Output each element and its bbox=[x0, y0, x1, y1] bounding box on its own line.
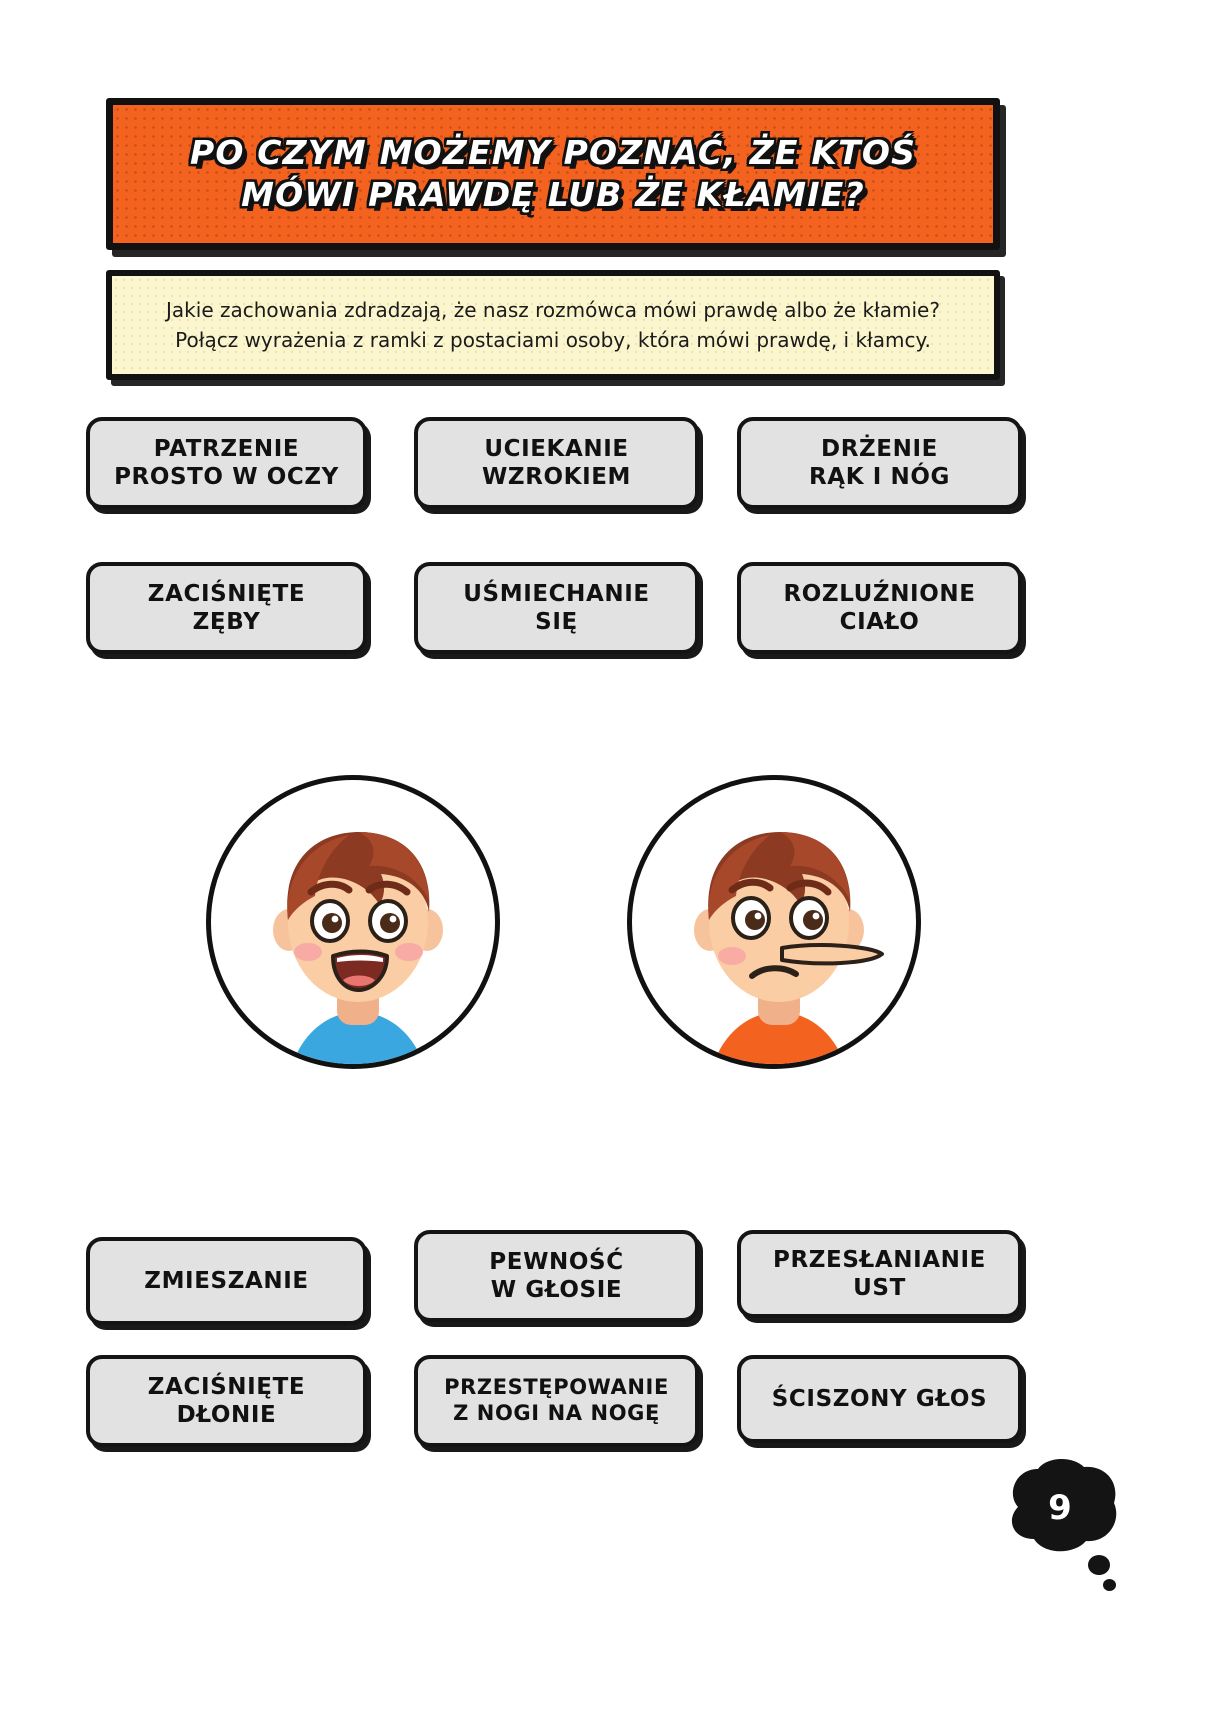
smiling-boy-face-icon bbox=[211, 780, 500, 1069]
face-truth-teller[interactable] bbox=[206, 775, 500, 1069]
chip-line-2: W GŁOSIE bbox=[490, 1277, 623, 1303]
chip-line-2: RĄK I NÓG bbox=[809, 464, 950, 490]
chip-line-2: PROSTO W OCZY bbox=[114, 464, 339, 490]
page-title bbox=[172, 132, 934, 216]
instruction-line-2: Połącz wyrażenia z ramki z postaciami osoby, która mówi prawdę, i kłamcy. bbox=[175, 328, 931, 352]
page-title-line-2: MÓWI PRAWDĘ LUB ŻE KŁAMIE? bbox=[241, 175, 865, 214]
chip-line-2: CIAŁO bbox=[839, 609, 920, 635]
face-liar[interactable] bbox=[627, 775, 921, 1069]
chip-line-1: PRZESŁANIANIE bbox=[772, 1246, 986, 1273]
chip-drzenie-rak-i-nog[interactable] bbox=[737, 417, 1022, 509]
chip-line-2: DŁONIE bbox=[176, 1402, 277, 1428]
page-title-line-1: PO CZYM MOŻEMY POZNAĆ, ŻE KTOŚ bbox=[189, 132, 917, 172]
page-title-banner bbox=[106, 98, 1000, 250]
chip-line-1: ŚCISZONY GŁOS bbox=[771, 1385, 988, 1412]
chip-line-1: ZACIŚNIĘTE bbox=[147, 1373, 306, 1400]
bubble-dot-small bbox=[1103, 1579, 1116, 1591]
chip-pewnosc-w-glosie[interactable] bbox=[414, 1230, 699, 1322]
chip-zacisniete-zeby[interactable] bbox=[86, 562, 367, 654]
chip-line-1: PEWNOŚĆ bbox=[489, 1248, 624, 1275]
chip-line-2: Z NOGI NA NOGĘ bbox=[453, 1401, 660, 1425]
chip-line-1: ZMIESZANIE bbox=[144, 1267, 309, 1294]
chip-line-2: WZROKIEM bbox=[481, 464, 632, 490]
instruction-box bbox=[106, 270, 1000, 380]
instruction-line-1: Jakie zachowania zdradzają, że nasz rozmówca mówi prawdę albo że kłamie? bbox=[166, 298, 940, 322]
chip-usmiechanie-sie[interactable] bbox=[414, 562, 699, 654]
chip-sciszony-glos[interactable] bbox=[737, 1355, 1022, 1443]
chip-line-1: UŚMIECHANIE bbox=[463, 580, 650, 607]
chip-line-2: SIĘ bbox=[535, 609, 578, 635]
chip-zmieszanie[interactable] bbox=[86, 1237, 367, 1325]
chip-line-2: UST bbox=[853, 1275, 906, 1301]
chip-line-1: PRZESTĘPOWANIE bbox=[444, 1375, 669, 1400]
chip-line-1: ZACIŚNIĘTE bbox=[147, 580, 306, 607]
chip-zacisniete-dlonie[interactable] bbox=[86, 1355, 367, 1447]
chip-line-1: DRŻENIE bbox=[821, 435, 938, 462]
page-number: 9 bbox=[1048, 1487, 1072, 1528]
chip-line-1: PATRZENIE bbox=[153, 435, 300, 462]
page-number-bubble bbox=[1000, 1455, 1120, 1560]
chip-przeslanianie-ust[interactable] bbox=[737, 1230, 1022, 1318]
chip-przestepowanie-z-nogi-na-noge[interactable] bbox=[414, 1355, 699, 1447]
chip-line-2: ZĘBY bbox=[192, 609, 261, 635]
chip-uciekanie-wzrokiem[interactable] bbox=[414, 417, 699, 509]
chip-line-1: UCIEKANIE bbox=[484, 435, 629, 462]
chip-patrzenie-prosto-w-oczy[interactable] bbox=[86, 417, 367, 509]
long-nose-boy-face-icon bbox=[632, 780, 921, 1069]
chip-line-1: ROZLUŹNIONE bbox=[783, 580, 976, 607]
chip-rozluznione-cialo[interactable] bbox=[737, 562, 1022, 654]
